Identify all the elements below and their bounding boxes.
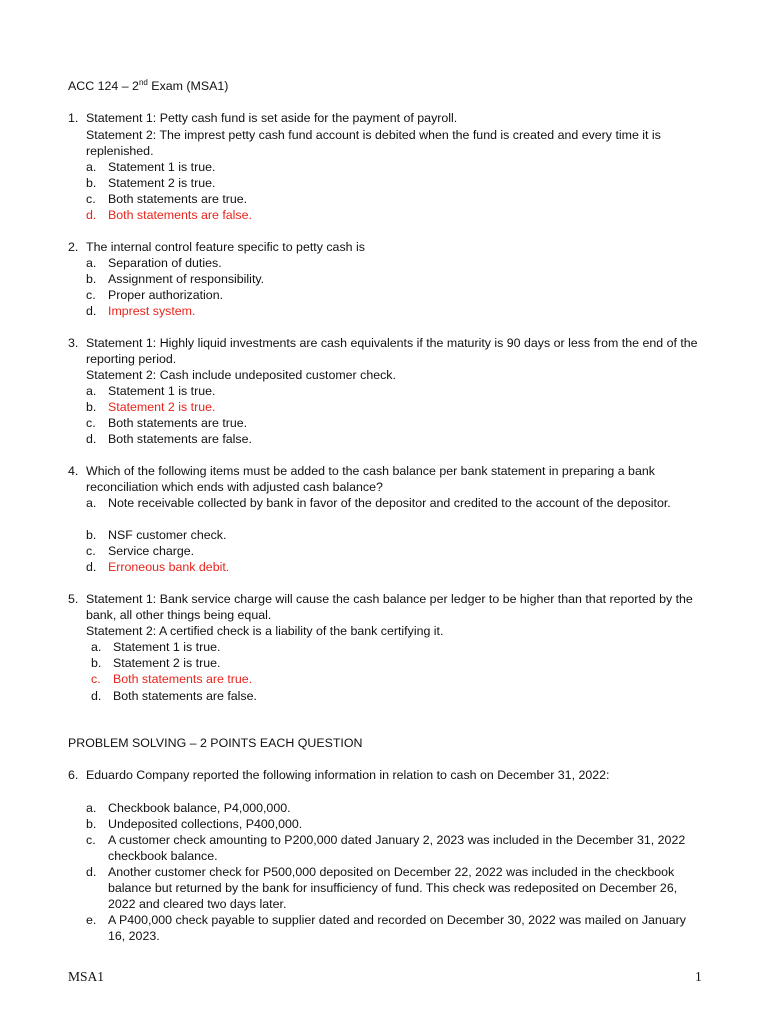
option-text: Both statements are true. (108, 416, 248, 430)
option-text: Note receivable collected by bank in favor of the depositor and credited to the account of the depositor. (108, 496, 671, 510)
option-text: Statement 1 is true. (108, 160, 216, 174)
question-number: 1. (68, 111, 79, 125)
item-letter: a. (86, 801, 97, 815)
question-statement-1: Statement 1: Bank service charge will cause the cash balance per ledger to be higher than that reported by the bank, all other things being equal. (86, 592, 693, 622)
item-letter: c. (86, 833, 96, 847)
answer-option-text: Imprest system. (108, 304, 196, 318)
item-letter: b. (86, 817, 97, 831)
option-letter: a. (86, 256, 97, 270)
item-text: Checkbook balance, P4,000,000. (108, 801, 291, 815)
answer-option-text: Both statements are false. (108, 208, 252, 222)
question-number: 5. (68, 592, 79, 606)
option-text: Both statements are true. (108, 192, 248, 206)
option-letter: d. (86, 560, 97, 574)
answer-option-letter: d. (86, 208, 97, 222)
question-stem: The internal control feature specific to petty cash is (86, 240, 365, 254)
option-text: Statement 1 is true. (113, 640, 221, 654)
option-text: Separation of duties. (108, 256, 222, 270)
option-letter: b. (91, 656, 102, 670)
section-heading: PROBLEM SOLVING – 2 POINTS EACH QUESTION (68, 736, 363, 750)
option-text: Statement 1 is true. (108, 384, 216, 398)
option-letter: a. (86, 160, 97, 174)
item-text: Another customer check for P500,000 deposited on December 22, 2022 was included in the checkbook balance but returned by the bank for insufficiency of fund. This check was redeposited on December 26, 2022 and cleared two days later. (108, 865, 678, 911)
option-letter: d. (91, 689, 102, 703)
answer-option-letter: c. (91, 672, 101, 686)
answer-option-text: Erroneous bank debit. (108, 560, 230, 574)
option-text: Both statements are false. (108, 432, 252, 446)
footer-label: MSA1 (68, 969, 105, 984)
page-number: 1 (695, 969, 702, 984)
option-letter: b. (86, 272, 97, 286)
problem-stem: Eduardo Company reported the following information in relation to cash on December 31, 2022: (86, 768, 610, 782)
option-letter: c. (86, 192, 96, 206)
option-letter: c. (86, 416, 96, 430)
item-letter: e. (86, 913, 97, 927)
option-letter: b. (86, 528, 97, 542)
item-text: A customer check amounting to P200,000 dated January 2, 2023 was included in the December 31, 2022 checkbook balance. (108, 833, 686, 863)
option-text: Statement 2 is true. (113, 656, 221, 670)
option-letter: d. (86, 304, 97, 318)
item-letter: d. (86, 865, 97, 879)
question-statement-2: Statement 2: The imprest petty cash fund account is debited when the fund is created and every time it is replenished. (86, 128, 661, 158)
option-letter: b. (86, 400, 97, 414)
question-number: 3. (68, 336, 79, 350)
title-text-end: Exam (MSA1) (147, 79, 229, 93)
answer-option-text: Statement 2 is true. (108, 400, 216, 414)
question-statement-2: Statement 2: A certified check is a liability of the bank certifying it. (86, 624, 444, 638)
question-number: 2. (68, 240, 79, 254)
option-letter: c. (86, 544, 96, 558)
option-letter: a. (86, 384, 97, 398)
item-text: Undeposited collections, P400,000. (108, 817, 303, 831)
option-text: Statement 2 is true. (108, 176, 216, 190)
option-letter: c. (86, 288, 96, 302)
item-text: A P400,000 check payable to supplier dated and recorded on December 30, 2022 was mailed on January 16, 2023. (108, 913, 686, 943)
option-letter: d. (86, 432, 97, 446)
option-text: NSF customer check. (108, 528, 227, 542)
option-letter: a. (86, 496, 97, 510)
question-statement-2: Statement 2: Cash include undeposited customer check. (86, 368, 396, 382)
option-text: Service charge. (108, 544, 195, 558)
question-number: 4. (68, 464, 79, 478)
option-text: Proper authorization. (108, 288, 224, 302)
option-letter: b. (86, 176, 97, 190)
option-letter: a. (91, 640, 102, 654)
question-statement-1: Statement 1: Highly liquid investments are cash equivalents if the maturity is 90 days or less from the end of the reporting period. (86, 336, 698, 366)
question-number: 6. (68, 768, 79, 782)
exam-title (68, 78, 228, 94)
question-statement-1: Statement 1: Petty cash fund is set aside for the payment of payroll. (86, 111, 458, 125)
option-text: Assignment of responsibility. (108, 272, 265, 286)
title-text: ACC 124 – 2 (68, 79, 139, 93)
question-stem: Which of the following items must be added to the cash balance per bank statement in preparing a bank reconciliation which ends with adjusted cash balance? (86, 464, 655, 494)
answer-option-text: Both statements are true. (113, 672, 253, 686)
option-text: Both statements are false. (113, 689, 257, 703)
title-superscript: nd (138, 78, 148, 87)
